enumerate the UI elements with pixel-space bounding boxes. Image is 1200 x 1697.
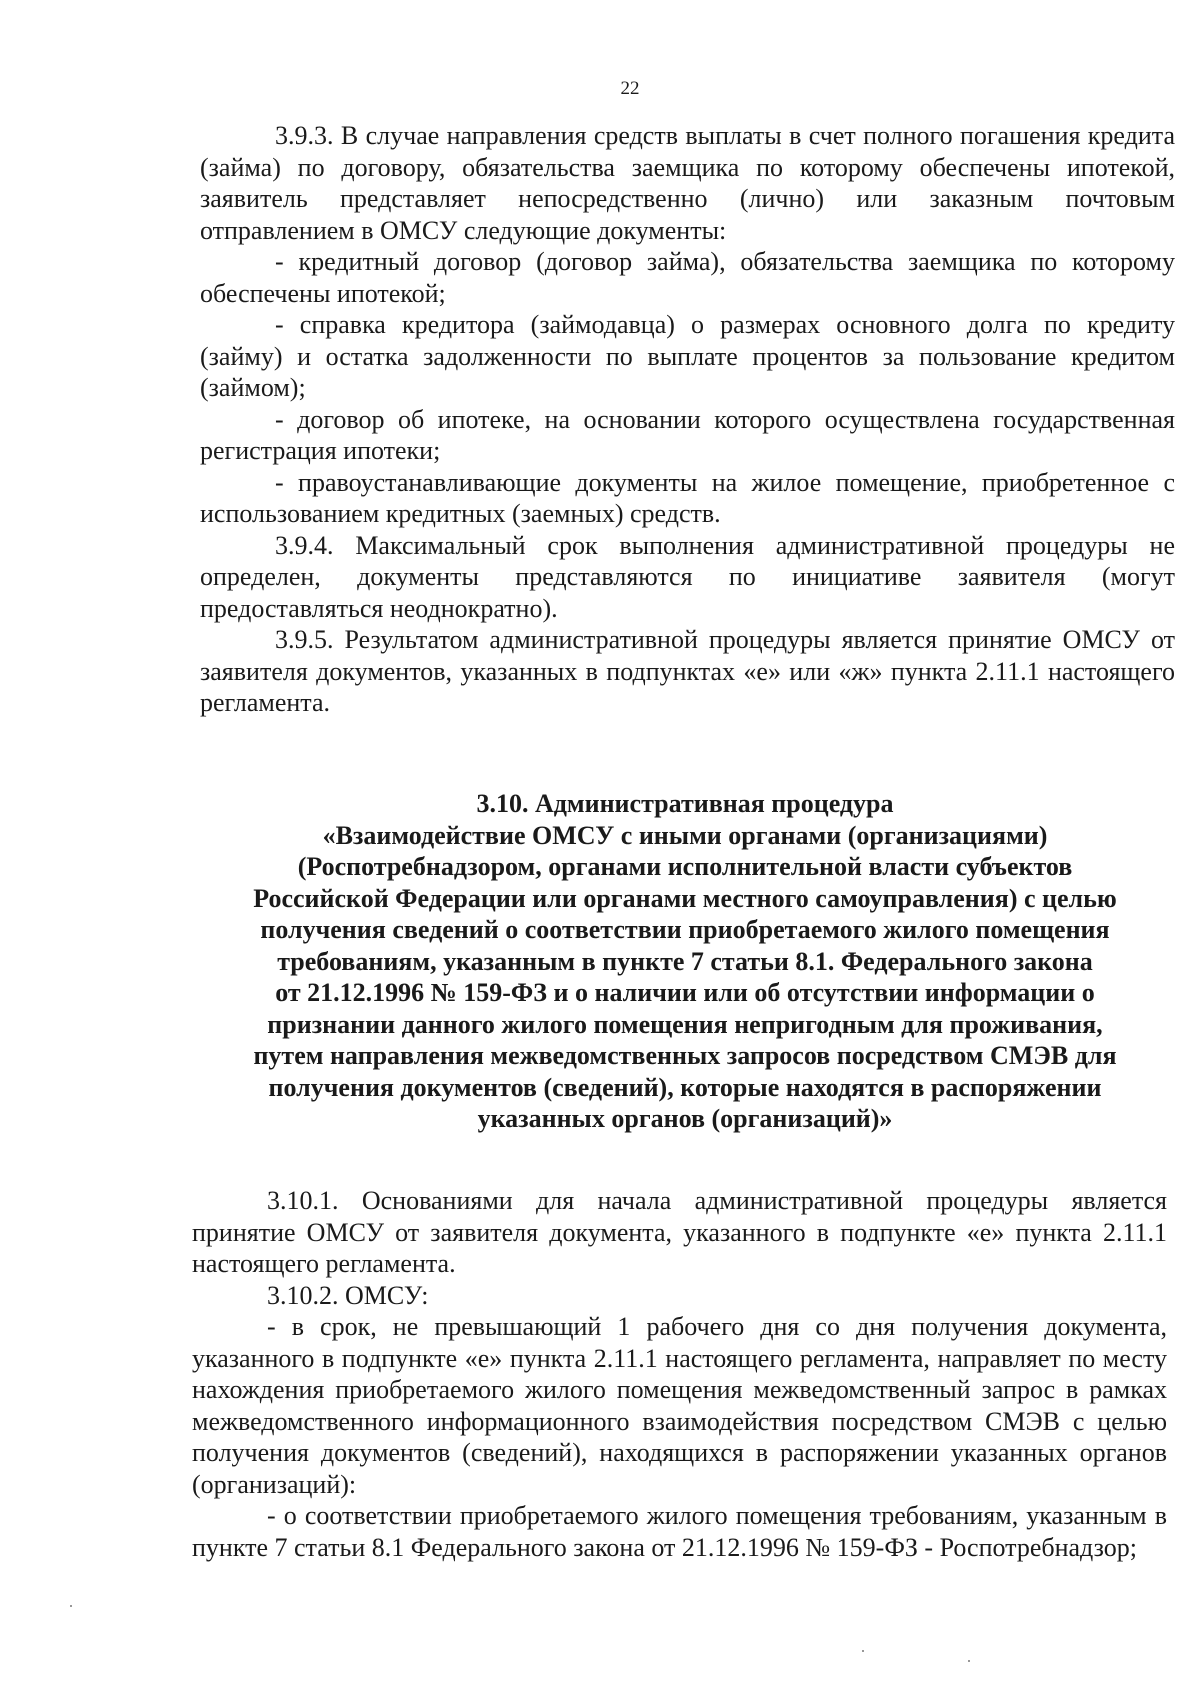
scan-speck: [862, 1650, 864, 1652]
heading-line: 3.10. Административная процедура: [476, 789, 894, 818]
section-3-9-text: [200, 120, 1175, 719]
heading-line: требованиям, указанным в пункте 7 статьи 8.1. Федерального закона: [277, 946, 1093, 976]
paragraph-3-9-5: 3.9.5. Результатом административной процедуры является принятие ОМСУ от заявителя документов, указанных в подпунктах «е» или «ж» пункта 2.11.1 настоящего регламента.: [200, 625, 1175, 717]
paragraph-3-9-4: 3.9.4. Максимальный срок выполнения административной процедуры не определен, документы представляются по инициативе заявителя (могут предоставляться неоднократно).: [200, 530, 1175, 623]
heading-line: Российской Федерации или органами местного самоуправления) с целью: [253, 883, 1117, 913]
heading-line: от 21.12.1996 № 159-ФЗ и о наличии или об отсутствии информации о: [275, 978, 1095, 1007]
section-3-10-heading: [195, 788, 1175, 1135]
scan-speck: [968, 1660, 970, 1662]
heading-line: получения сведений о соответствии приобретаемого жилого помещения: [260, 915, 1110, 944]
heading-line: (Роспотребнадзором, органами исполнительной власти субъектов: [297, 852, 1073, 881]
list-item-mortgage-agreement: - договор об ипотеке, на основании которого осуществлена государственная регистрация ипотеки;: [200, 404, 1175, 465]
paragraph-3-10-2: 3.10.2. ОМСУ:: [267, 1280, 429, 1310]
heading-line: «Взаимодействие ОМСУ с иными органами (организациями): [322, 820, 1048, 850]
page-number: 22: [620, 78, 640, 99]
heading-line: путем направления межведомственных запросов посредством СМЭВ для: [253, 1041, 1117, 1070]
paragraph-3-9-3: 3.9.3. В случае направления средств выплаты в счет полного погашения кредита (займа) по договору, обязательства заемщика по которому обеспечены ипотекой, заявитель представляет непосредственно (лично) или заказным почтовым отправлением в ОМСУ следующие документы:: [200, 121, 1175, 245]
scan-speck: [70, 1605, 72, 1607]
list-item-housing-compliance: - о соответствии приобретаемого жилого помещения требованиям, указанным в пункте 7 статьи 8.1 Федерального закона от 21.12.1996 № 159-ФЗ - Роспотребнадзор;: [192, 1501, 1167, 1562]
heading-line: указанных органов (организаций)»: [477, 1104, 893, 1133]
list-item-creditor-certificate: - справка кредитора (займодавца) о размерах основного долга по кредиту (займу) и остатка задолженности по выплате процентов за пользование кредитом (займом);: [200, 310, 1175, 402]
list-item-interagency-request: - в срок, не превышающий 1 рабочего дня со дня получения документа, указанного в подпункте «е» пункта 2.11.1 настоящего регламента, направляет по месту нахождения приобретаемого жилого помещения межведомственный запрос в рамках межведомственного информационного взаимодействия посредством СМЭВ с целью получения документов (сведений), находящихся в распоряжении указанных органов (организаций):: [192, 1312, 1167, 1499]
paragraph-3-10-1: 3.10.1. Основаниями для начала административной процедуры является принятие ОМСУ от заявителя документа, указанного в подпункте «е» пункта 2.11.1 настоящего регламента.: [192, 1186, 1167, 1278]
list-item-title-documents: - правоустанавливающие документы на жилое помещение, приобретенное с использованием кредитных (заемных) средств.: [200, 467, 1175, 528]
list-item-credit-agreement: - кредитный договор (договор займа), обязательства заемщика по которому обеспечены ипотекой;: [200, 247, 1175, 308]
section-3-10-text: [192, 1185, 1167, 1563]
heading-line: получения документов (сведений), которые находятся в распоряжении: [268, 1072, 1102, 1102]
heading-line: признании данного жилого помещения непригодным для проживания,: [267, 1009, 1103, 1039]
